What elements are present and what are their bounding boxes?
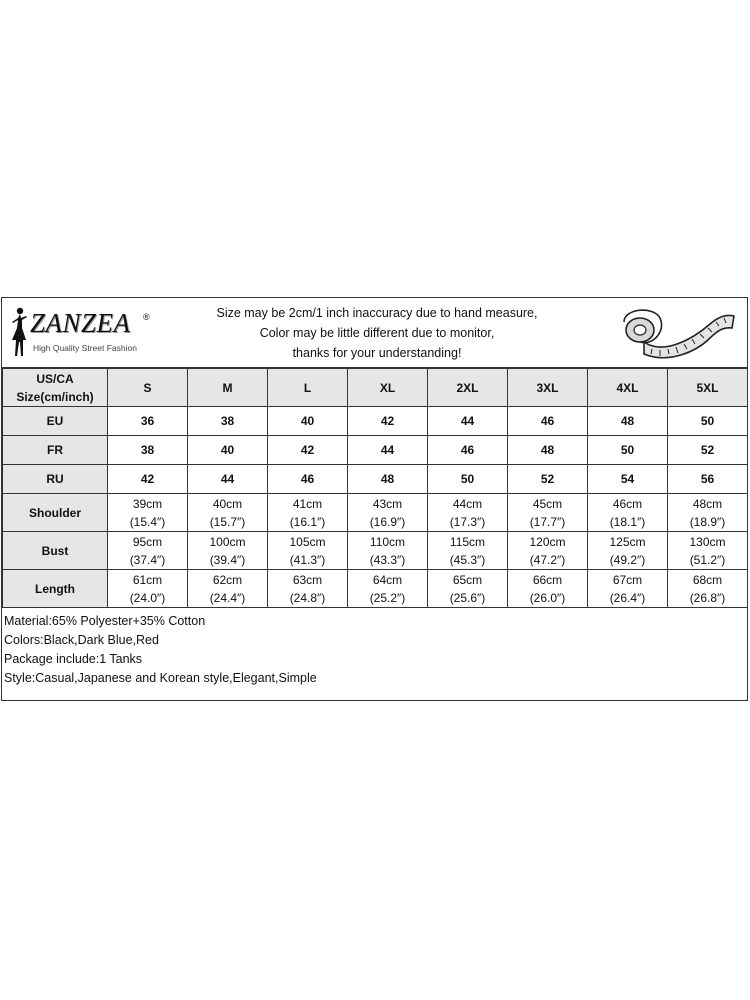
table-cell bbox=[188, 532, 268, 570]
cm-value: 130cm bbox=[689, 534, 726, 549]
table-cell bbox=[668, 570, 748, 608]
table-cell: 42 bbox=[268, 436, 348, 465]
notice-line: thanks for your understanding! bbox=[292, 346, 462, 360]
woman-silhouette-icon bbox=[8, 306, 30, 360]
inch-value: (17.7″) bbox=[529, 514, 566, 529]
table-cell: 38 bbox=[108, 436, 188, 465]
table-cell bbox=[348, 570, 428, 608]
measurement-row-shoulder bbox=[3, 494, 748, 532]
brand-logo bbox=[6, 304, 176, 362]
inch-value: (41.3″) bbox=[289, 552, 326, 567]
row-label: FR bbox=[3, 436, 108, 465]
size-header: 4XL bbox=[588, 369, 668, 407]
table-cell: 40 bbox=[188, 436, 268, 465]
table-cell bbox=[268, 494, 348, 532]
product-info bbox=[4, 612, 317, 688]
table-cell: 44 bbox=[348, 436, 428, 465]
table-cell: 52 bbox=[668, 436, 748, 465]
size-header: 2XL bbox=[428, 369, 508, 407]
table-cell: 48 bbox=[508, 436, 588, 465]
size-chart-sheet bbox=[1, 297, 748, 701]
cm-value: 61cm bbox=[132, 572, 163, 587]
inch-value: (25.2″) bbox=[369, 590, 406, 605]
table-cell: 44 bbox=[188, 465, 268, 494]
notice-line: Color may be little different due to monitor, bbox=[259, 326, 495, 340]
table-cell: 44 bbox=[428, 407, 508, 436]
row-label: Length bbox=[3, 570, 108, 608]
brand-tagline: High Quality Street Fashion bbox=[33, 343, 137, 353]
inch-value: (26.0″) bbox=[529, 590, 566, 605]
table-cell bbox=[508, 532, 588, 570]
cm-value: 110cm bbox=[369, 534, 406, 549]
corner-label-line: Size(cm/inch) bbox=[16, 389, 94, 404]
cm-value: 68cm bbox=[692, 572, 723, 587]
notice-line: Size may be 2cm/1 inch inaccuracy due to hand measure, bbox=[216, 306, 538, 320]
table-cell bbox=[668, 532, 748, 570]
size-header: 3XL bbox=[508, 369, 588, 407]
table-cell: 48 bbox=[588, 407, 668, 436]
conversion-row-eu bbox=[3, 407, 748, 436]
table-cell bbox=[188, 570, 268, 608]
cm-value: 40cm bbox=[212, 496, 243, 511]
row-label: Shoulder bbox=[3, 494, 108, 532]
table-cell bbox=[428, 570, 508, 608]
corner-label-line: US/CA bbox=[36, 371, 74, 386]
inch-value: (16.1″) bbox=[289, 514, 326, 529]
table-cell bbox=[588, 570, 668, 608]
table-cell bbox=[588, 494, 668, 532]
cm-value: 63cm bbox=[292, 572, 323, 587]
size-header: L bbox=[268, 369, 348, 407]
corner-label bbox=[3, 369, 108, 407]
cm-value: 39cm bbox=[132, 496, 163, 511]
row-label: Bust bbox=[3, 532, 108, 570]
table-cell: 54 bbox=[588, 465, 668, 494]
row-label: EU bbox=[3, 407, 108, 436]
table-cell bbox=[268, 532, 348, 570]
cm-value: 66cm bbox=[532, 572, 563, 587]
cm-value: 115cm bbox=[449, 534, 486, 549]
table-cell bbox=[588, 532, 668, 570]
inch-value: (47.2″) bbox=[529, 552, 566, 567]
inch-value: (17.3″) bbox=[449, 514, 486, 529]
inch-value: (24.8″) bbox=[289, 590, 326, 605]
colors-line: Colors:Black,Dark Blue,Red bbox=[4, 633, 159, 647]
table-cell bbox=[188, 494, 268, 532]
table-cell: 40 bbox=[268, 407, 348, 436]
table-cell bbox=[508, 570, 588, 608]
inch-value: (26.8″) bbox=[689, 590, 726, 605]
style-line: Style:Casual,Japanese and Korean style,Elegant,Simple bbox=[4, 671, 317, 685]
inch-value: (26.4″) bbox=[609, 590, 646, 605]
table-cell bbox=[268, 570, 348, 608]
inch-value: (24.0″) bbox=[129, 590, 166, 605]
conversion-row-fr bbox=[3, 436, 748, 465]
table-cell: 46 bbox=[428, 436, 508, 465]
table-cell bbox=[108, 494, 188, 532]
inch-value: (15.7″) bbox=[209, 514, 246, 529]
table-cell: 46 bbox=[268, 465, 348, 494]
measurement-row-bust bbox=[3, 532, 748, 570]
cm-value: 62cm bbox=[212, 572, 243, 587]
conversion-row-ru bbox=[3, 465, 748, 494]
table-cell bbox=[668, 494, 748, 532]
inch-value: (43.3″) bbox=[369, 552, 406, 567]
cm-value: 120cm bbox=[529, 534, 566, 549]
table-cell: 42 bbox=[348, 407, 428, 436]
inch-value: (49.2″) bbox=[609, 552, 646, 567]
table-cell bbox=[348, 494, 428, 532]
inch-value: (18.9″) bbox=[689, 514, 726, 529]
table-cell: 52 bbox=[508, 465, 588, 494]
inch-value: (25.6″) bbox=[449, 590, 486, 605]
cm-value: 48cm bbox=[692, 496, 723, 511]
cm-value: 41cm bbox=[292, 496, 323, 511]
measuring-tape-icon bbox=[614, 302, 738, 364]
brand-name: ZANZEA bbox=[30, 308, 131, 338]
table-cell: 36 bbox=[108, 407, 188, 436]
table-cell: 46 bbox=[508, 407, 588, 436]
inch-value: (24.4″) bbox=[209, 590, 246, 605]
cm-value: 45cm bbox=[532, 496, 563, 511]
size-header: 5XL bbox=[668, 369, 748, 407]
table-cell bbox=[428, 494, 508, 532]
measurement-notice bbox=[172, 303, 582, 363]
table-cell: 38 bbox=[188, 407, 268, 436]
table-cell: 56 bbox=[668, 465, 748, 494]
inch-value: (45.3″) bbox=[449, 552, 486, 567]
table-cell: 50 bbox=[668, 407, 748, 436]
cm-value: 100cm bbox=[209, 534, 246, 549]
table-cell: 50 bbox=[588, 436, 668, 465]
inch-value: (51.2″) bbox=[689, 552, 726, 567]
cm-value: 95cm bbox=[132, 534, 163, 549]
inch-value: (37.4″) bbox=[129, 552, 166, 567]
cm-value: 44cm bbox=[452, 496, 483, 511]
cm-value: 67cm bbox=[612, 572, 643, 587]
cm-value: 43cm bbox=[372, 496, 403, 511]
cm-value: 125cm bbox=[609, 534, 646, 549]
cm-value: 64cm bbox=[372, 572, 403, 587]
material-line: Material:65% Polyester+35% Cotton bbox=[4, 614, 206, 628]
inch-value: (18.1″) bbox=[609, 514, 646, 529]
size-chart-header bbox=[2, 298, 747, 368]
size-header-row bbox=[3, 369, 748, 407]
table-cell bbox=[108, 570, 188, 608]
inch-value: (16.9″) bbox=[369, 514, 406, 529]
table-cell bbox=[108, 532, 188, 570]
cm-value: 65cm bbox=[452, 572, 483, 587]
measurement-row-length bbox=[3, 570, 748, 608]
size-header: XL bbox=[348, 369, 428, 407]
inch-value: (15.4″) bbox=[129, 514, 166, 529]
cm-value: 105cm bbox=[289, 534, 326, 549]
table-cell: 48 bbox=[348, 465, 428, 494]
size-header: S bbox=[108, 369, 188, 407]
package-line: Package include:1 Tanks bbox=[4, 652, 143, 666]
cm-value: 46cm bbox=[612, 496, 643, 511]
table-cell bbox=[508, 494, 588, 532]
table-cell: 42 bbox=[108, 465, 188, 494]
registered-mark: ® bbox=[143, 312, 150, 322]
table-cell bbox=[428, 532, 508, 570]
size-header: M bbox=[188, 369, 268, 407]
table-cell bbox=[348, 532, 428, 570]
inch-value: (39.4″) bbox=[209, 552, 246, 567]
table-cell: 50 bbox=[428, 465, 508, 494]
row-label: RU bbox=[3, 465, 108, 494]
size-table bbox=[2, 368, 748, 608]
